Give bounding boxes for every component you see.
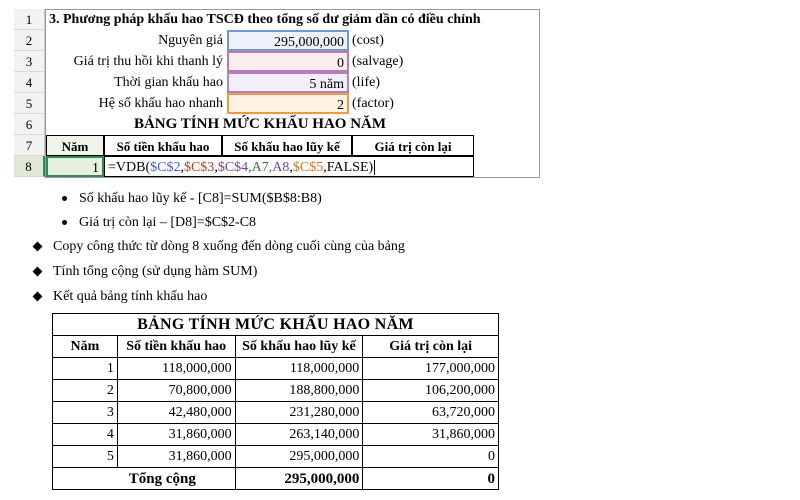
formula-part: , <box>180 160 184 175</box>
row-header-1[interactable]: 1 <box>14 9 45 30</box>
formula-part: =VDB( <box>108 160 151 175</box>
header-luy-ke[interactable]: Số khấu hao lũy kế <box>222 135 352 156</box>
bullet-main-2 <box>34 263 257 281</box>
row-header-3[interactable]: 3 <box>14 51 45 72</box>
result-table <box>52 313 499 490</box>
row-header-8[interactable]: 8 <box>14 156 45 177</box>
param-label-factor[interactable]: Hệ số khấu hao nhanh <box>98 96 223 111</box>
bullet-sub-1 <box>62 190 322 208</box>
param-value-cost[interactable]: 295,000,000 <box>227 30 349 51</box>
param-note-life[interactable]: (life) <box>352 75 380 90</box>
result-header-luy-ke: Số khấu hao lũy kế <box>235 336 363 358</box>
sheet-row-2 <box>14 30 540 51</box>
param-note-salvage[interactable]: (salvage) <box>352 54 404 69</box>
param-label-salvage[interactable]: Giá trị thu hồi khi thanh lý <box>73 54 223 69</box>
formula-ref-life: $C$4 <box>217 160 249 175</box>
table-row <box>53 380 499 402</box>
table-row <box>53 402 499 424</box>
sheet-row-6 <box>14 114 540 135</box>
bullet-main-1 <box>34 238 405 256</box>
total-remaining: 0 <box>363 468 499 490</box>
param-value-factor[interactable]: 2 <box>227 93 349 114</box>
cell-remaining: 106,200,000 <box>363 380 499 402</box>
bullet-text: Giá trị còn lại – [D8]=$C$2-C8 <box>79 215 257 230</box>
formula-part: , <box>214 160 218 175</box>
cell-accumulated: 231,280,000 <box>235 402 363 424</box>
formula-ref-salvage: $C$3 <box>183 160 215 175</box>
formula-part: ,A7, <box>248 160 273 175</box>
result-header-con-lai: Giá trị còn lại <box>363 336 499 358</box>
bullet-diamond-icon <box>33 242 43 252</box>
cell-depreciation: 31,860,000 <box>117 424 235 446</box>
sheet-row-1 <box>14 9 540 30</box>
header-con-lai[interactable]: Giá trị còn lại <box>352 135 474 156</box>
param-label-life[interactable]: Thời gian khấu hao <box>114 75 223 90</box>
bullet-text: Kết quả bảng tính khấu hao <box>53 289 208 304</box>
formula-part: , <box>289 160 293 175</box>
table-row <box>53 424 499 446</box>
table-row <box>53 358 499 380</box>
row-header-6[interactable]: 6 <box>14 114 45 135</box>
cell-depreciation: 42,480,000 <box>117 402 235 424</box>
sheet-row-5 <box>14 93 540 114</box>
bullet-text: Số khấu hao lũy kế - [C8]=SUM($B$8:B8) <box>79 191 322 206</box>
cell-depreciation: 118,000,000 <box>117 358 235 380</box>
sheet-table-title[interactable]: BẢNG TÍNH MỨC KHẤU HAO NĂM <box>133 116 387 132</box>
param-note-factor[interactable]: (factor) <box>352 96 394 111</box>
total-label: Tổng cộng <box>53 468 236 490</box>
param-value-salvage[interactable]: 0 <box>227 51 349 72</box>
sheet-row-3 <box>14 51 540 72</box>
header-nam[interactable]: Năm <box>46 135 104 156</box>
cell-remaining: 177,000,000 <box>363 358 499 380</box>
formula-ref-a8: A8 <box>272 160 290 175</box>
param-value-life[interactable]: 5 năm <box>227 72 349 93</box>
param-label-cost[interactable]: Nguyên giá <box>158 33 223 48</box>
bullet-text: Tính tổng cộng (sử dụng hàm SUM) <box>53 264 258 279</box>
spreadsheet-snippet <box>14 9 540 178</box>
cell-remaining: 63,720,000 <box>363 402 499 424</box>
cell-accumulated: 263,140,000 <box>235 424 363 446</box>
cell-accumulated: 118,000,000 <box>235 358 363 380</box>
cell-a8-year[interactable]: 1 <box>46 156 104 177</box>
cell-year: 2 <box>53 380 118 402</box>
bullet-dot-icon <box>62 220 67 225</box>
formula-ref-factor: $C$5 <box>292 160 324 175</box>
cell-remaining: 0 <box>363 446 499 468</box>
result-header-so-tien: Số tiền khấu hao <box>117 336 235 358</box>
result-title-row <box>53 314 499 336</box>
formula-ref-cost: $C$2 <box>150 160 181 175</box>
sheet-title[interactable]: 3. Phương pháp khấu hao TSCĐ theo tổng số dư giảm dần có điều chỉnh <box>49 12 481 27</box>
bullet-diamond-icon <box>33 267 43 277</box>
row-header-5[interactable]: 5 <box>14 93 45 114</box>
sheet-row-8 <box>14 156 540 177</box>
param-note-cost[interactable]: (cost) <box>352 33 384 48</box>
header-so-tien[interactable]: Số tiền khấu hao <box>104 135 222 156</box>
row-header-7[interactable]: 7 <box>14 135 45 156</box>
result-header-row <box>53 336 499 358</box>
formula-editor[interactable] <box>104 156 474 177</box>
result-header-nam: Năm <box>53 336 118 358</box>
result-title: BẢNG TÍNH MỨC KHẤU HAO NĂM <box>53 314 499 336</box>
sheet-row-7 <box>14 135 540 156</box>
formula-part: ,FALSE) <box>323 160 374 175</box>
result-total-row <box>53 468 499 490</box>
cell-year: 1 <box>53 358 118 380</box>
bullet-main-3 <box>34 288 207 306</box>
bullet-text: Copy công thức từ dòng 8 xuống đến dòng cuối cùng của bảng <box>53 239 405 254</box>
row-header-4[interactable]: 4 <box>14 72 45 93</box>
table-row <box>53 446 499 468</box>
cell-year: 3 <box>53 402 118 424</box>
bullet-dot-icon <box>62 196 67 201</box>
bullet-sub-2 <box>62 214 256 232</box>
cell-depreciation: 70,800,000 <box>117 380 235 402</box>
cell-year: 5 <box>53 446 118 468</box>
cell-remaining: 31,860,000 <box>363 424 499 446</box>
sheet-row-4 <box>14 72 540 93</box>
total-value: 295,000,000 <box>235 468 363 490</box>
cell-accumulated: 295,000,000 <box>235 446 363 468</box>
text-cursor <box>374 160 375 175</box>
cell-depreciation: 31,860,000 <box>117 446 235 468</box>
cell-year: 4 <box>53 424 118 446</box>
row-header-2[interactable]: 2 <box>14 30 45 51</box>
cell-accumulated: 188,800,000 <box>235 380 363 402</box>
bullet-diamond-icon <box>33 292 43 302</box>
